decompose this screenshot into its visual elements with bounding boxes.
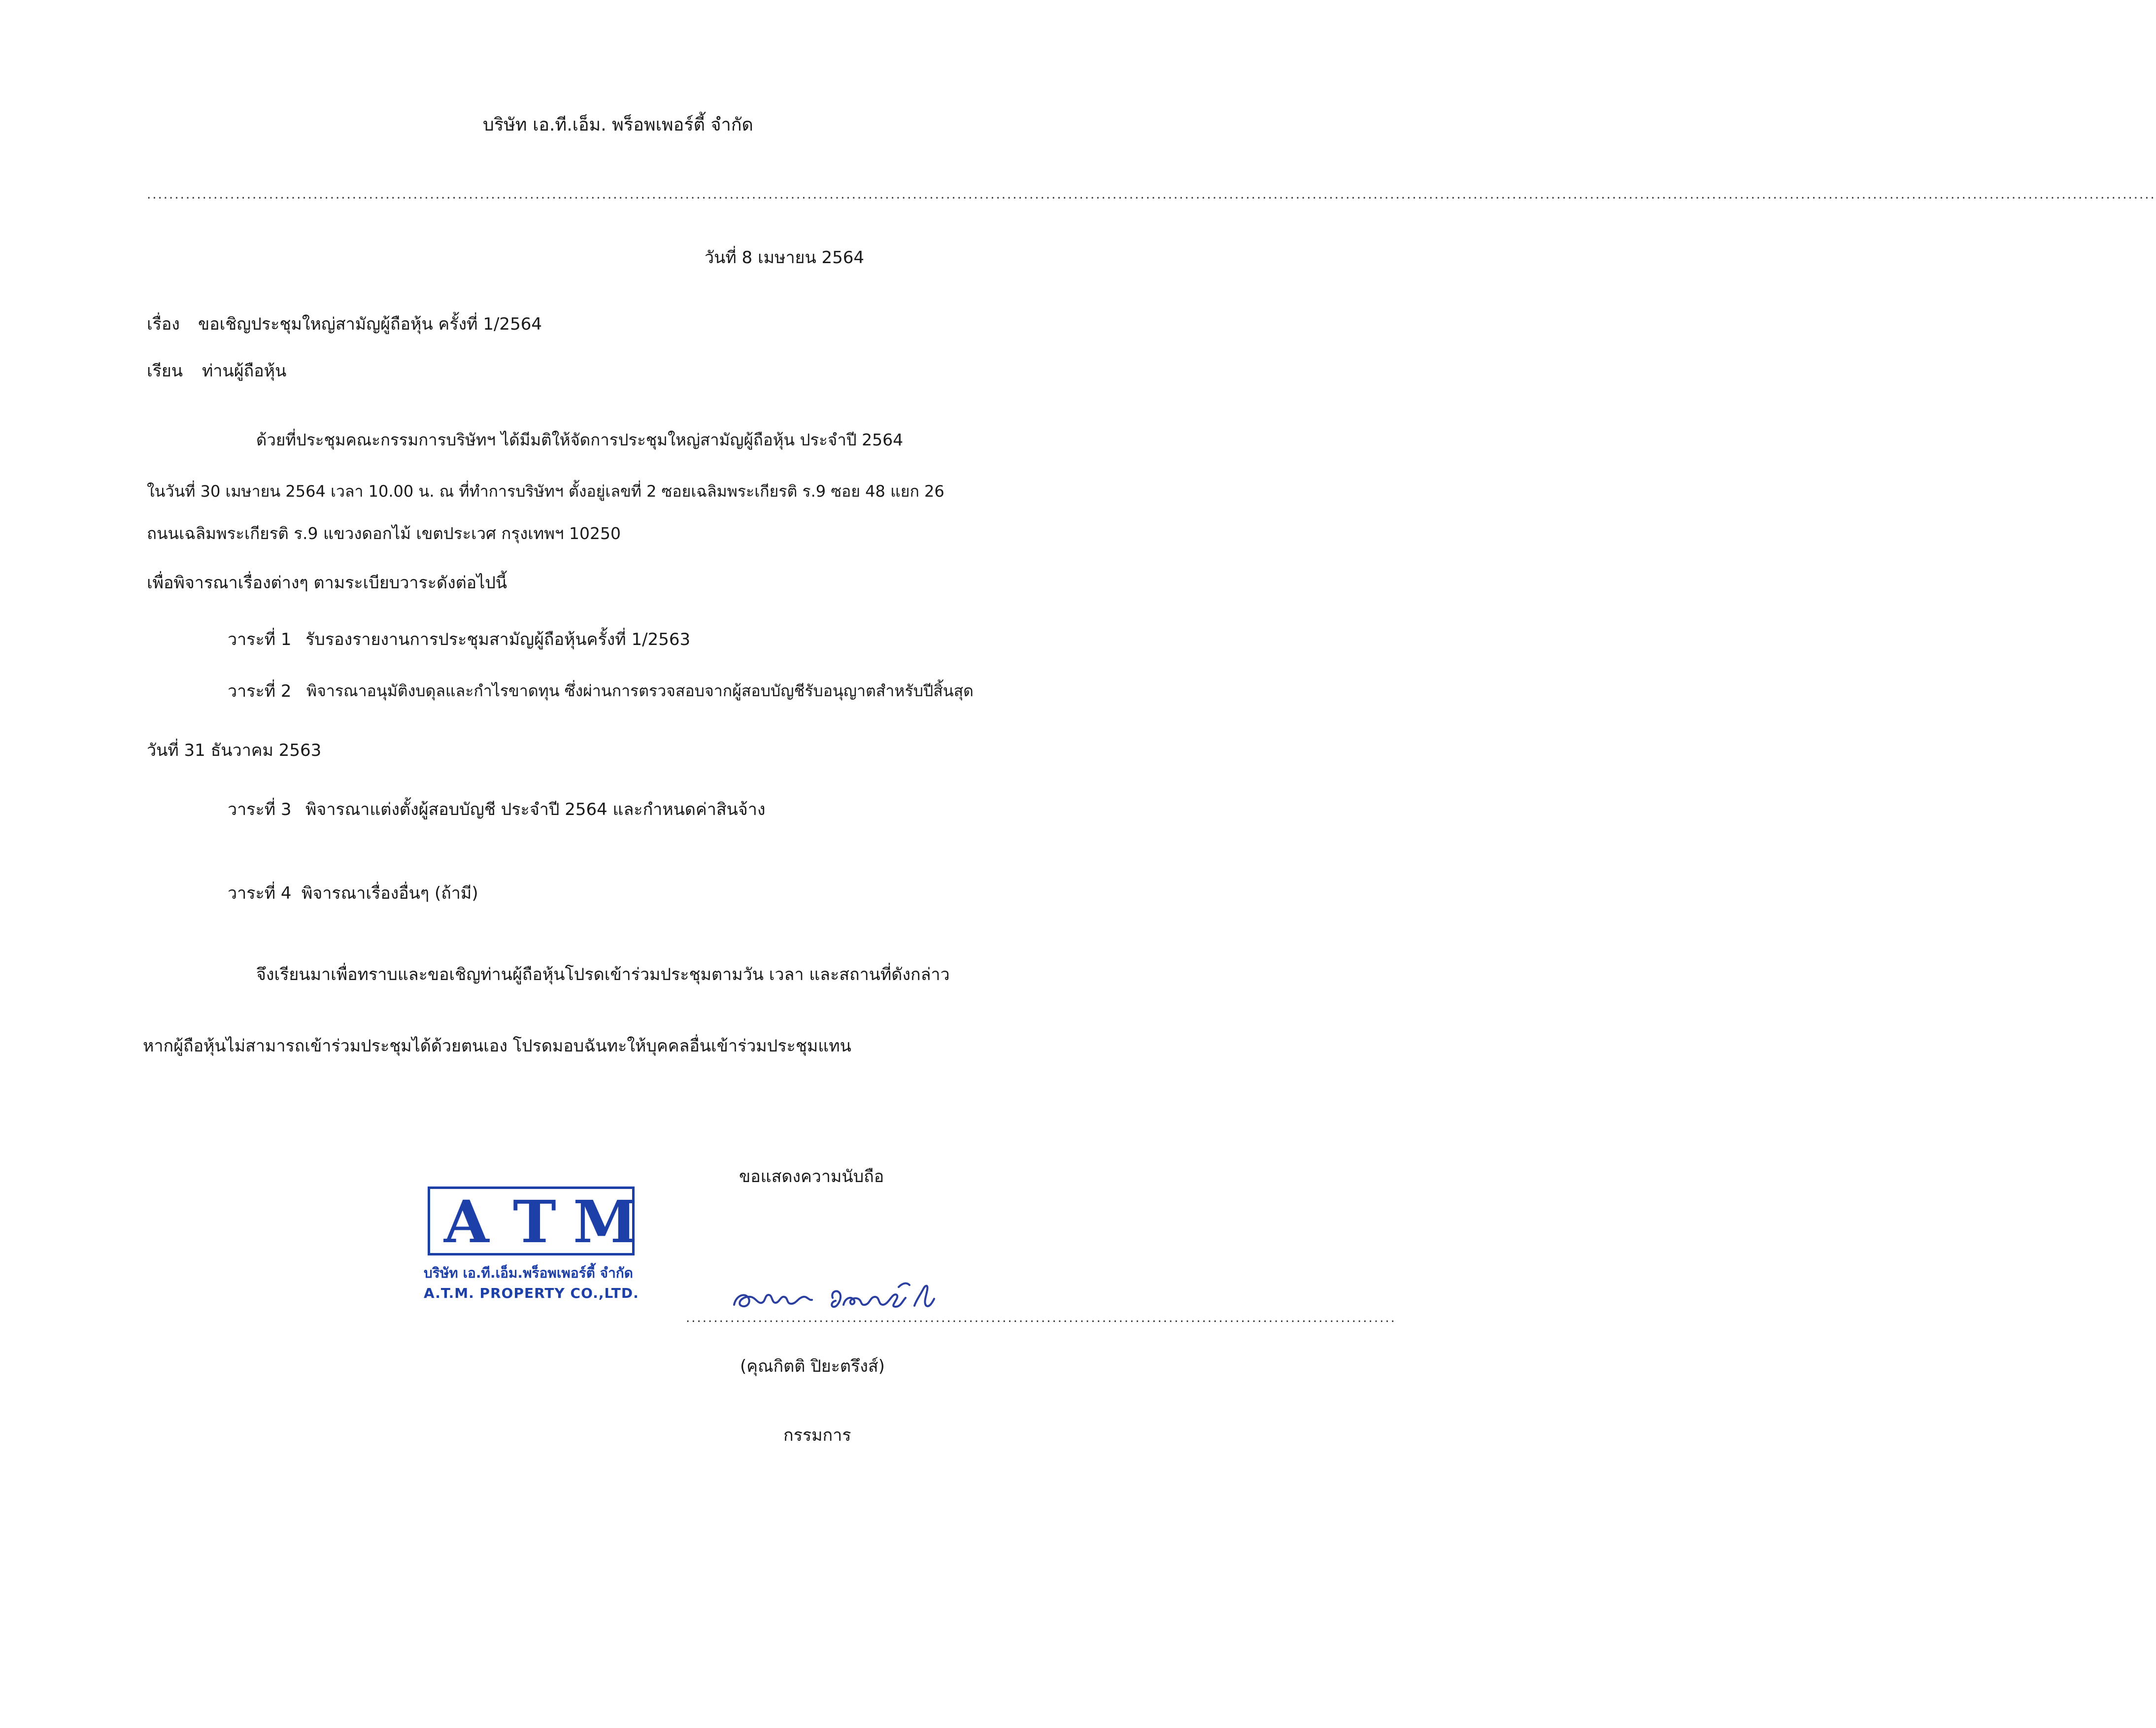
agenda-3-label: วาระที่ 3 [228,800,292,819]
company-header: บริษัท เอ.ที.เอ็ม. พร็อพเพอร์ตี้ จำกัด [483,115,753,135]
stamp-logo-box [428,1186,638,1256]
subject-text: ขอเชิญประชุมใหญ่สามัญผู้ถือหุ้น ครั้งที่ 1/2564 [198,314,542,334]
body-line-3: ถนนเฉลิมพระเกียรติ ร.9 แขวงดอกไม้ เขตประเวศ กรุงเทพฯ 10250 [147,524,621,543]
agenda-4-text: พิจารณาเรื่องอื่นๆ (ถ้ามี) [302,883,478,903]
agenda-2-continuation: วันที่ 31 ธันวาคม 2563 [147,741,322,760]
agenda-2-text: พิจารณาอนุมัติงบดุลและกำไรขาดทุน ซึ่งผ่านการตรวจสอบจากผู้สอบบัญชีรับอนุญาตสำหรับปีสิ้นสุด [306,681,974,700]
closing-line-2: หากผู้ถือหุ้นไม่สามารถเข้าร่วมประชุมได้ด้วยตนเอง โปรดมอบฉันทะให้บุคคลอื่นเข้าร่วมประชุมแทน [143,1036,851,1056]
signer-title: กรรมการ [783,1425,851,1445]
header-divider: .......................................................................................................................................................................................................................................................................................................................................................................... [147,187,2156,202]
closing-line-1: จึงเรียนมาเพื่อทราบและขอเชิญท่านผู้ถือหุ้นโปรดเข้าร่วมประชุมตามวัน เวลา และสถานที่ดังกล่าว [256,965,950,984]
stamp-letter-m: M [573,1187,638,1256]
subject-label: เรื่อง [147,314,180,334]
regards-text: ขอแสดงความนับถือ [739,1167,884,1186]
stamp-letter-a: A [444,1187,489,1256]
addressee-label: เรียน [147,361,183,381]
signature-line: ................................................................................................................................ [686,1311,1396,1325]
signer-name: (คุณกิตติ ปิยะตรึงส์) [740,1356,885,1376]
body-line-4: เพื่อพิจารณาเรื่องต่างๆ ตามระเบียบวาระดังต่อไปนี้ [147,573,507,593]
agenda-1-label: วาระที่ 1 [228,630,292,649]
addressee-text: ท่านผู้ถือหุ้น [202,361,287,381]
agenda-1-text: รับรองรายงานการประชุมสามัญผู้ถือหุ้นครั้งที่ 1/2563 [305,630,691,649]
agenda-4-label: วาระที่ 4 [228,883,292,903]
letter-date: วันที่ 8 เมษายน 2564 [705,248,865,268]
agenda-2-label: วาระที่ 2 [228,681,292,701]
body-line-2: ในวันที่ 30 เมษายน 2564 เวลา 10.00 น. ณ ที่ทำการบริษัทฯ ตั้งอยู่เลขที่ 2 ซอยเฉลิมพระเกียรติ ร.9 ซอย 48 แยก 26 [147,482,944,501]
stamp-letter-t: T [513,1187,556,1256]
company-stamp [424,1178,639,1306]
body-line-1: ด้วยที่ประชุมคณะกรรมการบริษัทฯ ได้มีมติให้จัดการประชุมใหญ่สามัญผู้ถือหุ้น ประจำปี 2564 [256,430,904,449]
agenda-3-text: พิจารณาแต่งตั้งผู้สอบบัญชี ประจำปี 2564 และกำหนดค่าสินจ้าง [305,800,766,819]
stamp-name-thai: บริษัท เอ.ที.เอ็ม.พร็อพเพอร์ตี้ จำกัด [424,1265,633,1281]
stamp-name-english: A.T.M. PROPERTY CO.,LTD. [424,1285,639,1301]
